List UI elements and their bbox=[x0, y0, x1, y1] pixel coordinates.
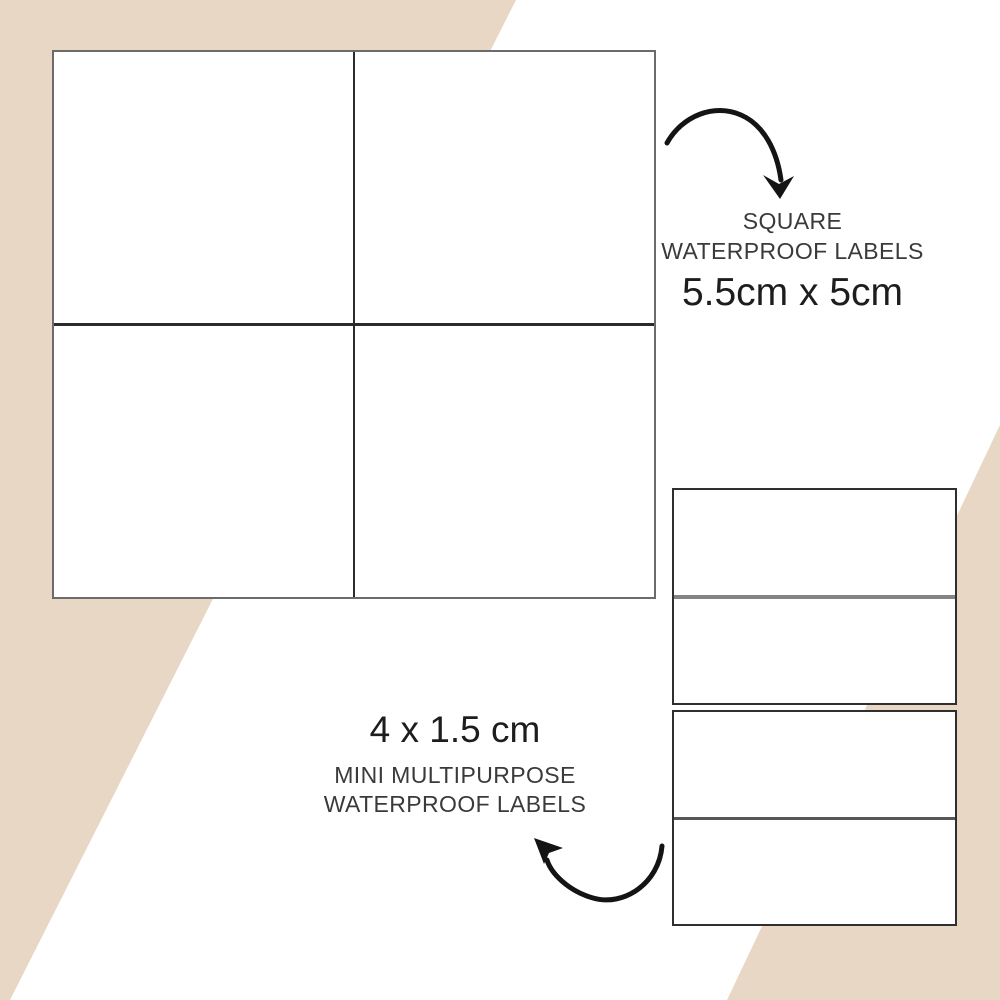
square-label-cell bbox=[54, 52, 353, 323]
square-labels-caption bbox=[620, 206, 965, 266]
mini-labels-size: 4 x 1.5 cm bbox=[369, 709, 541, 750]
mini-label-cell bbox=[674, 490, 955, 595]
square-label-cell bbox=[355, 326, 654, 597]
mini-label-cell bbox=[674, 599, 955, 704]
square-label-cell bbox=[355, 52, 654, 323]
mini-labels-caption-line1: MINI MULTIPURPOSE bbox=[334, 762, 576, 788]
mini-label-cell bbox=[674, 712, 955, 817]
square-labels-caption-line1: SQUARE bbox=[742, 208, 843, 234]
square-labels-sheet bbox=[52, 50, 656, 599]
mini-labels-sheet-bottom bbox=[672, 710, 957, 926]
mini-labels-caption bbox=[300, 761, 610, 819]
square-label-cell bbox=[54, 326, 353, 597]
square-labels-caption-line2: WATERPROOF LABELS bbox=[661, 238, 924, 264]
square-labels-size: 5.5cm x 5cm bbox=[681, 271, 904, 314]
mini-labels-caption-line2: WATERPROOF LABELS bbox=[323, 791, 587, 817]
mini-label-cell bbox=[674, 820, 955, 925]
mini-labels-sheet-top bbox=[672, 488, 957, 705]
